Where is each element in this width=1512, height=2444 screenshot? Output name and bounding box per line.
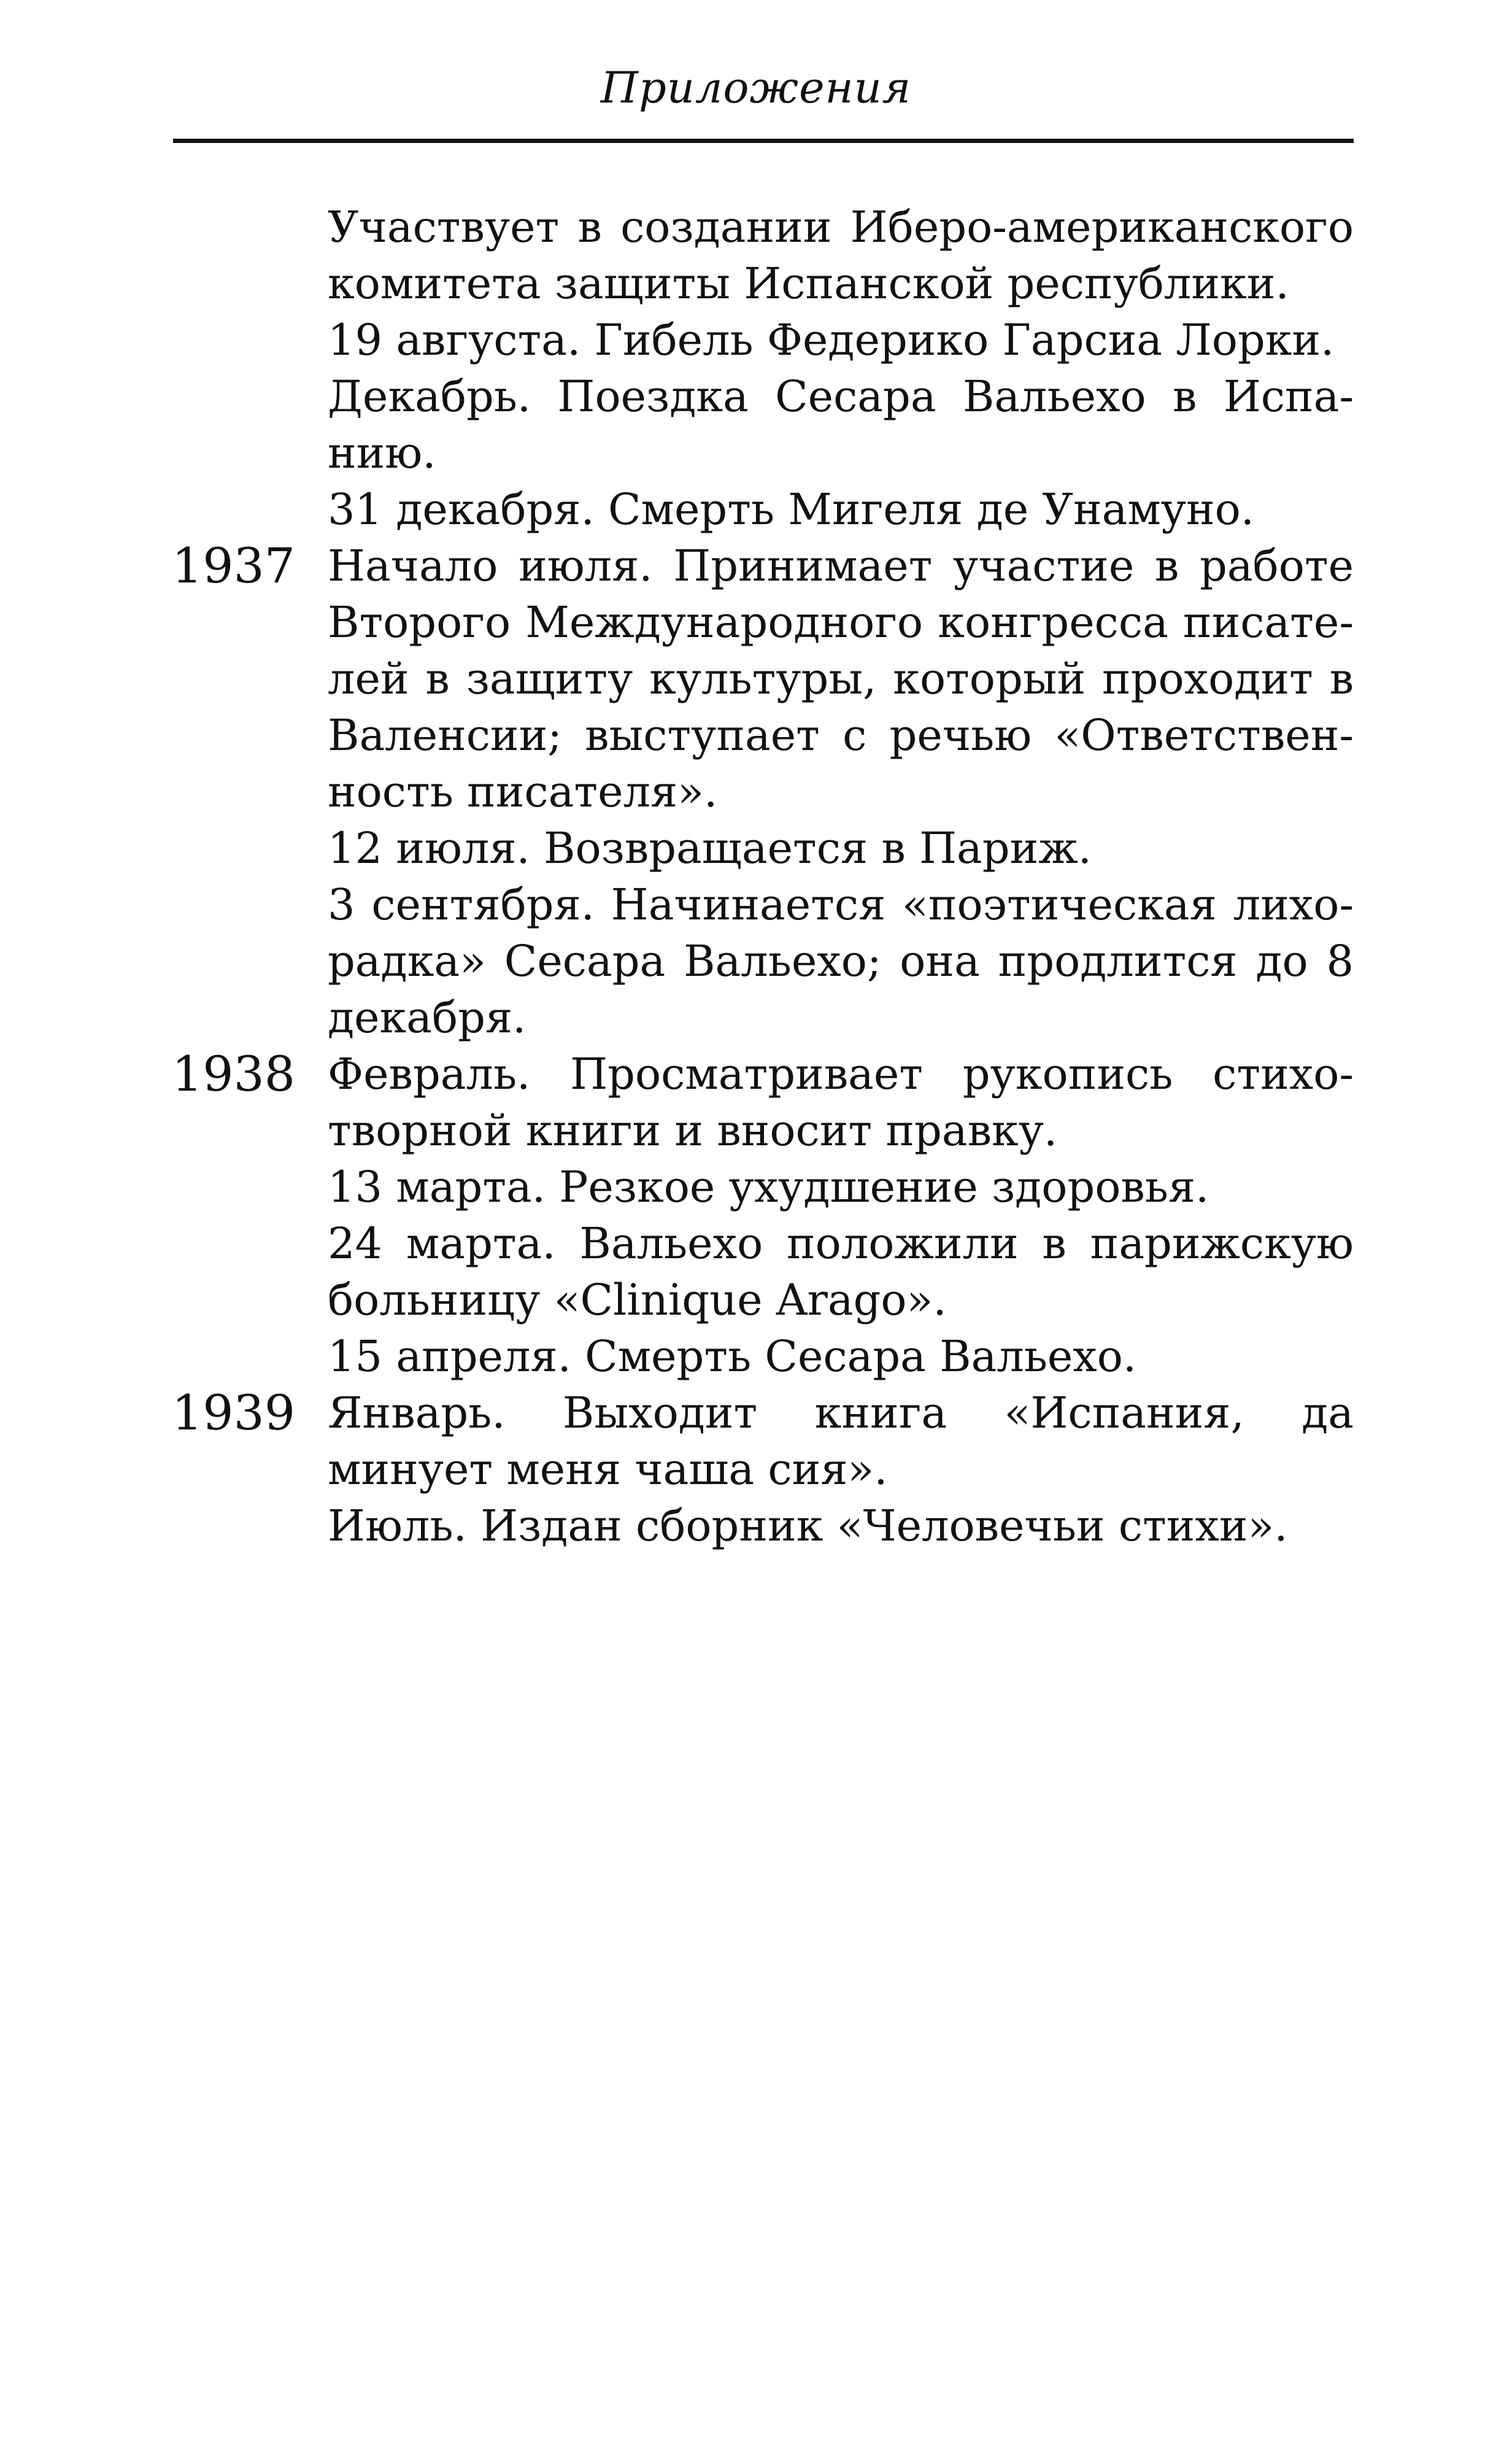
year-label: 1937 (172, 538, 296, 594)
chronology-entry: Февраль. Просматривает рукопись стихотворной книги и вносит правку. (328, 1049, 1354, 1156)
entries (328, 1046, 1354, 1385)
header-rule (173, 139, 1354, 143)
year-block-1937 (172, 538, 1354, 1046)
year-block-1938 (172, 1046, 1354, 1385)
chronology-entry: Январь. Выходит книга «Испания, да минует меня чаша сия». (328, 1388, 1354, 1495)
year-label: 1939 (172, 1385, 296, 1441)
chronology-entry: 12 июля. Возвращается в Париж. (328, 823, 1092, 873)
chronology-entry: Начало июля. Принимает участие в работе Второго Международного конгресса писателей в защиту культуры, который проходит в Валенсии; выступает с речью «Ответственность писателя». (328, 541, 1354, 817)
chronology-entry: 24 марта. Вальехо положили в парижскую больницу «Clinique Arago». (328, 1218, 1354, 1325)
year-label: 1938 (172, 1046, 296, 1102)
entries (328, 199, 1354, 538)
year-block-1939 (172, 1385, 1354, 1554)
chronology-entry: 31 декабря. Смерть Мигеля де Унамуно. (328, 484, 1255, 535)
chronology (172, 199, 1354, 1554)
chronology-entry: 19 августа. Гибель Федерико Гарсиа Лорки. (328, 315, 1335, 365)
entries (328, 538, 1354, 1046)
entries (328, 1385, 1354, 1554)
chronology-entry: Июль. Издан сборник «Человечьи стихи». (328, 1501, 1288, 1551)
chronology-entry: 15 апреля. Смерть Сесара Вальехо. (328, 1331, 1137, 1382)
chronology-entry: Декабрь. Поездка Сесара Вальехо в Испанию. (328, 371, 1354, 478)
year-block-continued (172, 199, 1354, 538)
running-header: Приложения (600, 63, 912, 113)
chronology-entry: Участвует в создании Иберо-американского комитета защиты Испанской республики. (328, 202, 1354, 309)
chronology-entry: 13 марта. Резкое ухудшение здоровья. (328, 1162, 1209, 1212)
chronology-entry: 3 сентября. Начинается «поэтическая лихорадка» Сесара Вальехо; она продлится до 8 декабря. (328, 880, 1354, 1043)
